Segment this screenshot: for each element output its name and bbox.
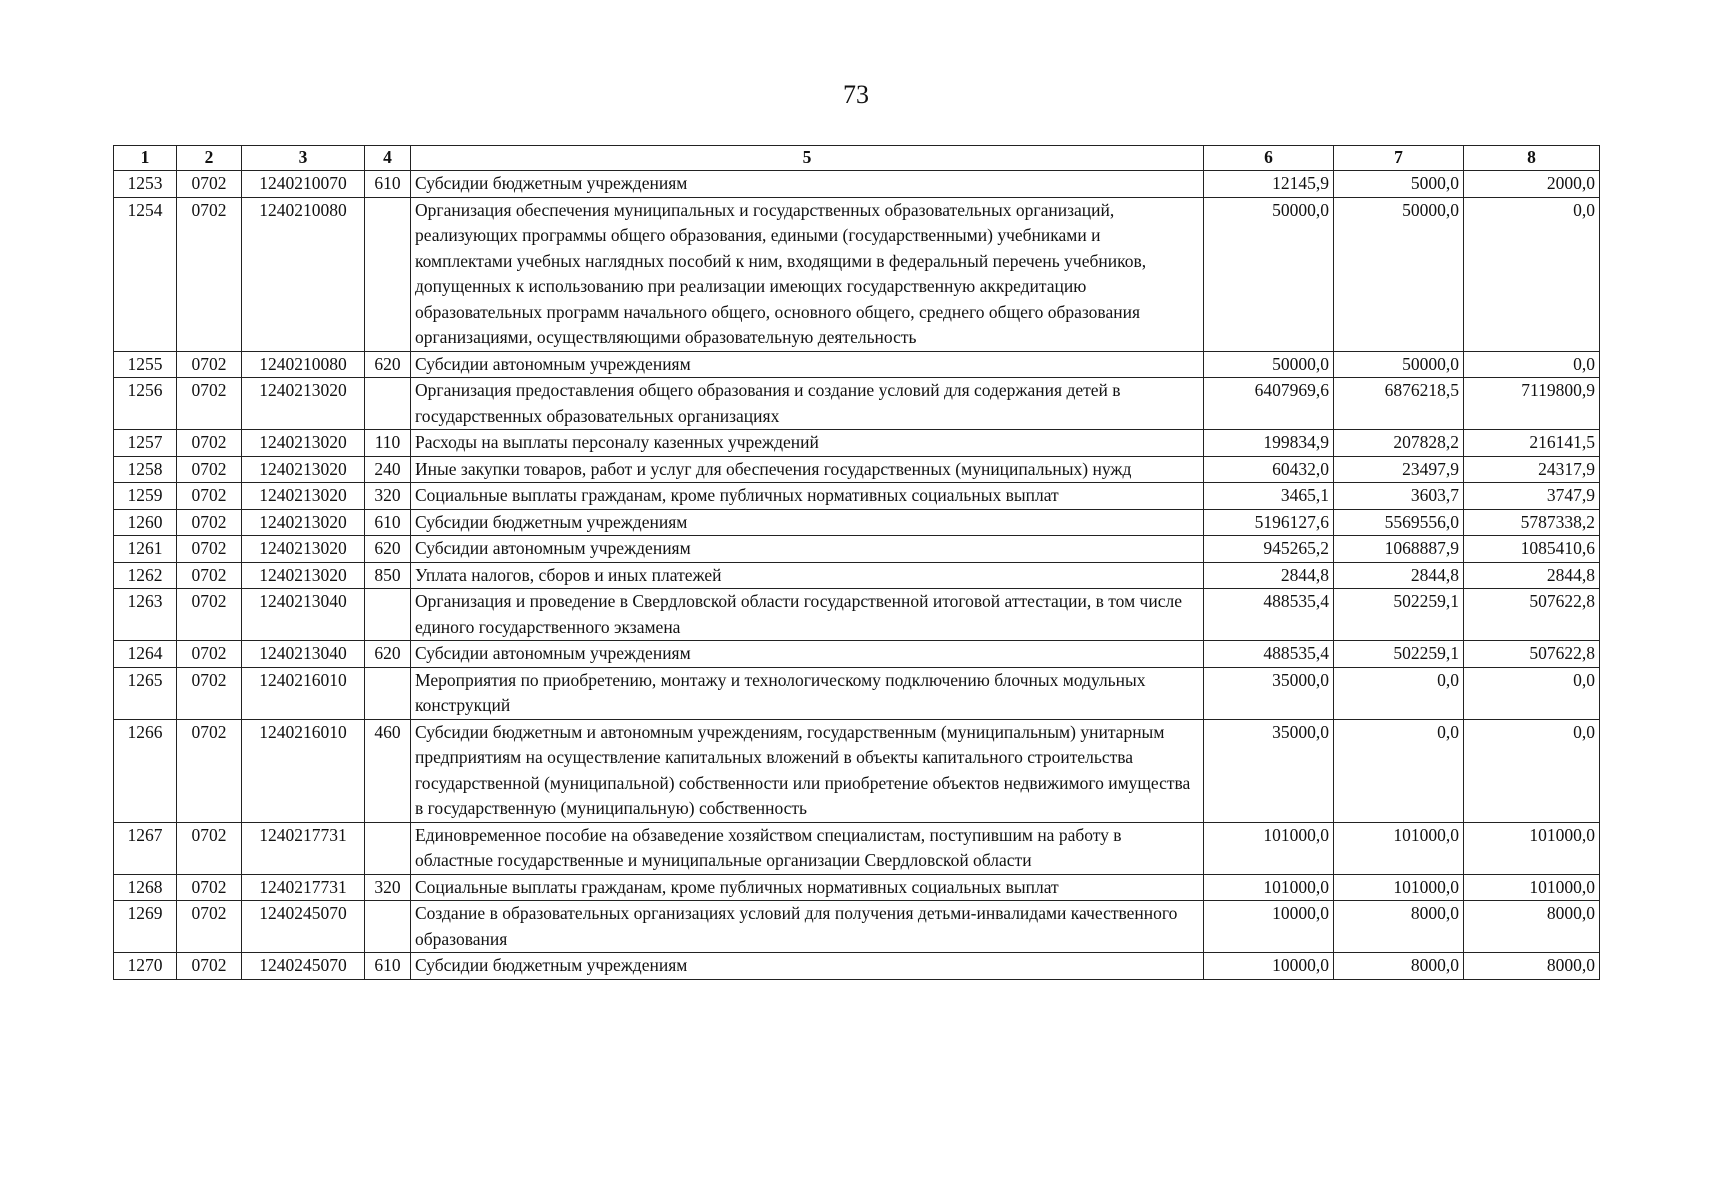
amount-col8-cell: 507622,8: [1464, 641, 1600, 668]
section-code-cell: 0702: [177, 197, 242, 351]
amount-col6-cell: 6407969,6: [1204, 378, 1334, 430]
row-number-cell: 1265: [114, 667, 177, 719]
table-row: [114, 430, 1600, 457]
budget-table: [113, 145, 1600, 980]
amount-col6-cell: 199834,9: [1204, 430, 1334, 457]
row-number-cell: 1260: [114, 509, 177, 536]
amount-col6-cell: 35000,0: [1204, 667, 1334, 719]
amount-col8-cell: 216141,5: [1464, 430, 1600, 457]
expense-type-cell: 620: [365, 641, 411, 668]
header-row: [114, 146, 1600, 171]
target-article-cell: 1240210070: [242, 171, 365, 198]
amount-col7-cell: 5000,0: [1334, 171, 1464, 198]
description-cell: Организация предоставления общего образования и создание условий для содержания детей в государственных образовательных организациях: [411, 378, 1204, 430]
expense-type-cell: [365, 378, 411, 430]
row-number-cell: 1257: [114, 430, 177, 457]
amount-col7-cell: 8000,0: [1334, 901, 1464, 953]
amount-col6-cell: 488535,4: [1204, 641, 1334, 668]
amount-col7-cell: 502259,1: [1334, 589, 1464, 641]
amount-col8-cell: 1085410,6: [1464, 536, 1600, 563]
expense-type-cell: 320: [365, 874, 411, 901]
section-code-cell: 0702: [177, 562, 242, 589]
section-code-cell: 0702: [177, 822, 242, 874]
row-number-cell: 1268: [114, 874, 177, 901]
target-article-cell: 1240213020: [242, 483, 365, 510]
table-row: [114, 953, 1600, 980]
table-row: [114, 667, 1600, 719]
expense-type-cell: [365, 667, 411, 719]
amount-col8-cell: 2844,8: [1464, 562, 1600, 589]
description-cell: Организация обеспечения муниципальных и государственных образовательных организаций, реализующих программы общего образования, едиными (государственными) учебниками и комплектами учебных наглядных пособий к ним, входящими в федеральный перечень учебников, допущенных к использованию при реализации имеющих государственную аккредитацию образовательных программ начального общего, основного общего, среднего общего образования организациями, осуществляющими образовательную деятельность: [411, 197, 1204, 351]
row-number-cell: 1269: [114, 901, 177, 953]
col-header-7: 7: [1334, 146, 1464, 171]
expense-type-cell: [365, 589, 411, 641]
row-number-cell: 1270: [114, 953, 177, 980]
section-code-cell: 0702: [177, 456, 242, 483]
amount-col8-cell: 0,0: [1464, 351, 1600, 378]
amount-col7-cell: 101000,0: [1334, 874, 1464, 901]
row-number-cell: 1267: [114, 822, 177, 874]
expense-type-cell: 320: [365, 483, 411, 510]
table-row: [114, 378, 1600, 430]
expense-type-cell: 620: [365, 536, 411, 563]
description-cell: Субсидии бюджетным и автономным учреждениям, государственным (муниципальным) унитарным предприятиям на осуществление капитальных вложений в объекты капитального строительства государственной (муниципальной) собственности или приобретение объектов недвижимого имущества в государственную (муниципальную) собственность: [411, 719, 1204, 822]
section-code-cell: 0702: [177, 483, 242, 510]
row-number-cell: 1254: [114, 197, 177, 351]
expense-type-cell: [365, 197, 411, 351]
row-number-cell: 1266: [114, 719, 177, 822]
amount-col6-cell: 3465,1: [1204, 483, 1334, 510]
amount-col7-cell: 50000,0: [1334, 351, 1464, 378]
expense-type-cell: 620: [365, 351, 411, 378]
row-number-cell: 1258: [114, 456, 177, 483]
amount-col8-cell: 5787338,2: [1464, 509, 1600, 536]
row-number-cell: 1264: [114, 641, 177, 668]
expense-type-cell: 110: [365, 430, 411, 457]
expense-type-cell: 610: [365, 171, 411, 198]
amount-col8-cell: 7119800,9: [1464, 378, 1600, 430]
expense-type-cell: [365, 901, 411, 953]
amount-col8-cell: 3747,9: [1464, 483, 1600, 510]
description-cell: Субсидии бюджетным учреждениям: [411, 509, 1204, 536]
table-body: [114, 171, 1600, 980]
target-article-cell: 1240245070: [242, 953, 365, 980]
amount-col7-cell: 1068887,9: [1334, 536, 1464, 563]
table-row: [114, 456, 1600, 483]
table-row: [114, 509, 1600, 536]
table-row: [114, 901, 1600, 953]
expense-type-cell: 240: [365, 456, 411, 483]
amount-col8-cell: 101000,0: [1464, 874, 1600, 901]
amount-col7-cell: 6876218,5: [1334, 378, 1464, 430]
expense-type-cell: [365, 822, 411, 874]
table-row: [114, 641, 1600, 668]
table-row: [114, 822, 1600, 874]
target-article-cell: 1240213020: [242, 430, 365, 457]
table-row: [114, 874, 1600, 901]
target-article-cell: 1240213020: [242, 536, 365, 563]
row-number-cell: 1256: [114, 378, 177, 430]
amount-col7-cell: 8000,0: [1334, 953, 1464, 980]
section-code-cell: 0702: [177, 641, 242, 668]
section-code-cell: 0702: [177, 378, 242, 430]
table-row: [114, 483, 1600, 510]
description-cell: Расходы на выплаты персоналу казенных учреждений: [411, 430, 1204, 457]
description-cell: Субсидии автономным учреждениям: [411, 351, 1204, 378]
amount-col8-cell: 24317,9: [1464, 456, 1600, 483]
amount-col8-cell: 8000,0: [1464, 953, 1600, 980]
expense-type-cell: 850: [365, 562, 411, 589]
amount-col6-cell: 101000,0: [1204, 822, 1334, 874]
col-header-4: 4: [365, 146, 411, 171]
target-article-cell: 1240217731: [242, 874, 365, 901]
amount-col8-cell: 2000,0: [1464, 171, 1600, 198]
amount-col7-cell: 0,0: [1334, 667, 1464, 719]
amount-col6-cell: 488535,4: [1204, 589, 1334, 641]
description-cell: Субсидии бюджетным учреждениям: [411, 171, 1204, 198]
target-article-cell: 1240213040: [242, 641, 365, 668]
row-number-cell: 1263: [114, 589, 177, 641]
amount-col7-cell: 0,0: [1334, 719, 1464, 822]
amount-col6-cell: 10000,0: [1204, 901, 1334, 953]
page-number: 73: [843, 80, 869, 109]
target-article-cell: 1240210080: [242, 351, 365, 378]
col-header-3: 3: [242, 146, 365, 171]
amount-col7-cell: 3603,7: [1334, 483, 1464, 510]
amount-col8-cell: 0,0: [1464, 197, 1600, 351]
description-cell: Субсидии бюджетным учреждениям: [411, 953, 1204, 980]
table-row: [114, 719, 1600, 822]
section-code-cell: 0702: [177, 719, 242, 822]
target-article-cell: 1240216010: [242, 667, 365, 719]
amount-col7-cell: 50000,0: [1334, 197, 1464, 351]
amount-col6-cell: 50000,0: [1204, 351, 1334, 378]
amount-col7-cell: 207828,2: [1334, 430, 1464, 457]
target-article-cell: 1240213040: [242, 589, 365, 641]
amount-col7-cell: 2844,8: [1334, 562, 1464, 589]
description-cell: Иные закупки товаров, работ и услуг для обеспечения государственных (муниципальных) нужд: [411, 456, 1204, 483]
expense-type-cell: 460: [365, 719, 411, 822]
section-code-cell: 0702: [177, 171, 242, 198]
target-article-cell: 1240213020: [242, 562, 365, 589]
table-row: [114, 536, 1600, 563]
amount-col6-cell: 60432,0: [1204, 456, 1334, 483]
section-code-cell: 0702: [177, 667, 242, 719]
amount-col6-cell: 12145,9: [1204, 171, 1334, 198]
col-header-5: 5: [411, 146, 1204, 171]
amount-col6-cell: 50000,0: [1204, 197, 1334, 351]
amount-col6-cell: 945265,2: [1204, 536, 1334, 563]
col-header-1: 1: [114, 146, 177, 171]
description-cell: Создание в образовательных организациях условий для получения детьми-инвалидами качественного образования: [411, 901, 1204, 953]
description-cell: Субсидии автономным учреждениям: [411, 641, 1204, 668]
table-row: [114, 562, 1600, 589]
amount-col8-cell: 8000,0: [1464, 901, 1600, 953]
table-row: [114, 171, 1600, 198]
amount-col6-cell: 35000,0: [1204, 719, 1334, 822]
amount-col8-cell: 0,0: [1464, 667, 1600, 719]
amount-col6-cell: 101000,0: [1204, 874, 1334, 901]
section-code-cell: 0702: [177, 953, 242, 980]
target-article-cell: 1240245070: [242, 901, 365, 953]
description-cell: Организация и проведение в Свердловской области государственной итоговой аттестации, в том числе единого государственного экзамена: [411, 589, 1204, 641]
description-cell: Единовременное пособие на обзаведение хозяйством специалистам, поступившим на работу в областные государственные и муниципальные организации Свердловской области: [411, 822, 1204, 874]
row-number-cell: 1255: [114, 351, 177, 378]
expense-type-cell: 610: [365, 953, 411, 980]
row-number-cell: 1261: [114, 536, 177, 563]
amount-col6-cell: 2844,8: [1204, 562, 1334, 589]
description-cell: Социальные выплаты гражданам, кроме публичных нормативных социальных выплат: [411, 874, 1204, 901]
target-article-cell: 1240213020: [242, 378, 365, 430]
target-article-cell: 1240213020: [242, 509, 365, 536]
amount-col8-cell: 0,0: [1464, 719, 1600, 822]
col-header-8: 8: [1464, 146, 1600, 171]
row-number-cell: 1262: [114, 562, 177, 589]
section-code-cell: 0702: [177, 351, 242, 378]
target-article-cell: 1240216010: [242, 719, 365, 822]
amount-col7-cell: 23497,9: [1334, 456, 1464, 483]
target-article-cell: 1240217731: [242, 822, 365, 874]
description-cell: Социальные выплаты гражданам, кроме публичных нормативных социальных выплат: [411, 483, 1204, 510]
amount-col8-cell: 101000,0: [1464, 822, 1600, 874]
amount-col8-cell: 507622,8: [1464, 589, 1600, 641]
table-row: [114, 589, 1600, 641]
target-article-cell: 1240210080: [242, 197, 365, 351]
description-cell: Субсидии автономным учреждениям: [411, 536, 1204, 563]
amount-col6-cell: 5196127,6: [1204, 509, 1334, 536]
section-code-cell: 0702: [177, 874, 242, 901]
description-cell: Уплата налогов, сборов и иных платежей: [411, 562, 1204, 589]
amount-col7-cell: 5569556,0: [1334, 509, 1464, 536]
table-row: [114, 351, 1600, 378]
section-code-cell: 0702: [177, 509, 242, 536]
amount-col7-cell: 101000,0: [1334, 822, 1464, 874]
row-number-cell: 1253: [114, 171, 177, 198]
table-row: [114, 197, 1600, 351]
col-header-6: 6: [1204, 146, 1334, 171]
row-number-cell: 1259: [114, 483, 177, 510]
amount-col7-cell: 502259,1: [1334, 641, 1464, 668]
amount-col6-cell: 10000,0: [1204, 953, 1334, 980]
description-cell: Мероприятия по приобретению, монтажу и технологическому подключению блочных модульных конструкций: [411, 667, 1204, 719]
section-code-cell: 0702: [177, 430, 242, 457]
section-code-cell: 0702: [177, 536, 242, 563]
col-header-2: 2: [177, 146, 242, 171]
expense-type-cell: 610: [365, 509, 411, 536]
section-code-cell: 0702: [177, 901, 242, 953]
target-article-cell: 1240213020: [242, 456, 365, 483]
section-code-cell: 0702: [177, 589, 242, 641]
